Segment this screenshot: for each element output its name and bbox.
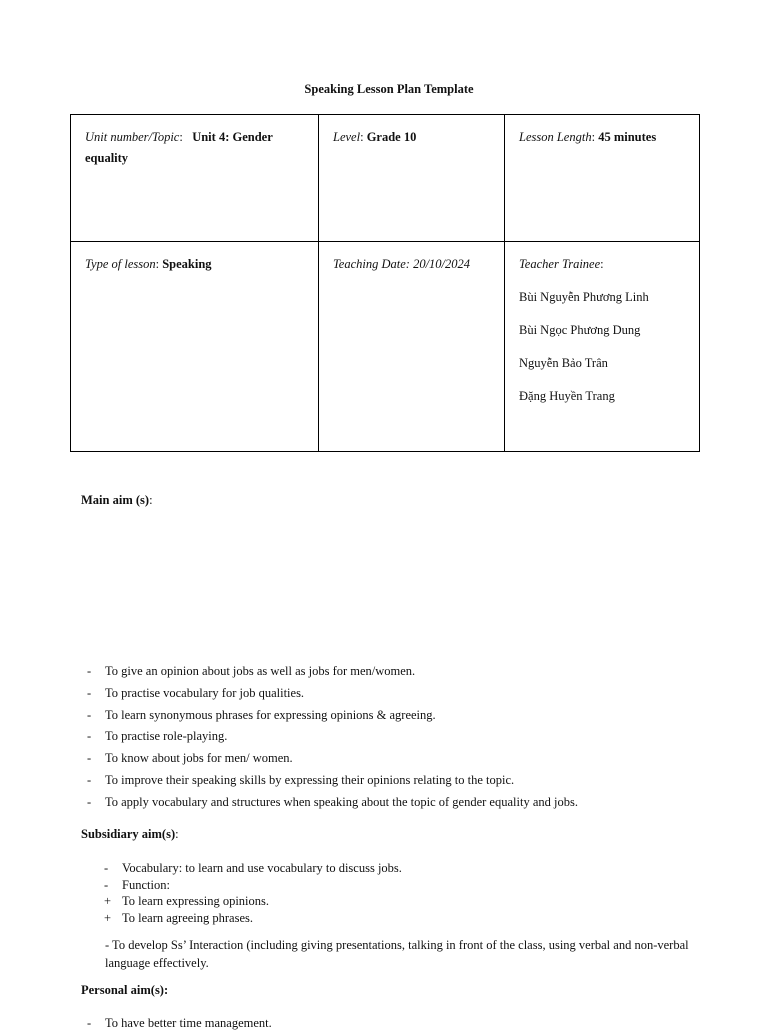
unit-topic-label: Unit number/Topic <box>85 130 180 144</box>
list-item-text: To learn synonymous phrases for expressing opinions & agreeing. <box>105 707 436 722</box>
teaching-date-cell <box>319 242 505 452</box>
list-item-text: To improve their speaking skills by expressing their opinions relating to the topic. <box>105 772 515 787</box>
lesson-length-cell <box>505 115 700 242</box>
teacher-trainee-cell <box>505 242 700 452</box>
list-item-text: To give an opinion about jobs as well as jobs for men/women. <box>105 664 416 678</box>
list-item <box>104 910 744 927</box>
teaching-date-text: Teaching Date: 20/10/2024 <box>333 257 471 271</box>
list-item-text: To know about jobs for men/ women. <box>105 751 293 766</box>
subsidiary-aim-heading-text: Subsidiary aim(s) <box>81 827 176 841</box>
lesson-length-colon: : <box>591 130 599 144</box>
level-value: Grade 10 <box>366 130 417 144</box>
lesson-type-cell <box>71 242 319 452</box>
main-aim-list <box>87 662 727 815</box>
lesson-info-table <box>70 114 700 452</box>
dash-bullet: - <box>87 707 92 722</box>
list-item <box>87 771 727 793</box>
list-item <box>87 684 727 706</box>
dash-bullet: - <box>87 729 92 744</box>
trainee-name: Đặng Huyền Trang <box>519 389 615 403</box>
list-item-text: To learn expressing opinions. <box>122 894 270 908</box>
list-item <box>87 706 727 728</box>
dash-bullet: - <box>87 751 92 766</box>
level-colon: : <box>360 130 367 144</box>
subsidiary-aim-list <box>104 860 744 926</box>
main-aim-heading <box>81 493 153 508</box>
list-marker: - <box>104 877 109 892</box>
unit-topic-value: Unit 4: Gender equality <box>85 130 273 165</box>
trainee-name: Nguyễn Bảo Trân <box>519 356 608 370</box>
list-item <box>87 749 727 771</box>
subsidiary-aim-heading-colon: : <box>175 827 179 841</box>
list-item <box>87 727 727 749</box>
list-item <box>104 877 744 894</box>
main-aim-heading-colon: : <box>149 493 153 507</box>
list-marker: + <box>104 910 112 925</box>
list-item-text: Function: <box>122 877 170 892</box>
lesson-type-value: Speaking <box>162 257 212 271</box>
info-row-2 <box>71 242 700 452</box>
list-item <box>104 893 744 910</box>
list-item-text: Vocabulary: to learn and use vocabulary to discuss jobs. <box>122 861 402 875</box>
personal-aim-heading: Personal aim(s): <box>81 983 169 997</box>
trainee-name: Bùi Nguyễn Phương Linh <box>519 290 649 304</box>
trainee-name: Bùi Ngọc Phương Dung <box>519 323 641 337</box>
main-aim-heading-text: Main aim (s) <box>81 493 150 507</box>
teacher-trainee-colon: : <box>600 257 604 271</box>
list-item-text: To learn agreeing phrases. <box>122 910 254 925</box>
list-item <box>104 860 744 877</box>
teacher-trainee-label: Teacher Trainee <box>519 257 601 271</box>
list-marker: + <box>104 894 112 908</box>
dash-bullet: - <box>87 664 92 678</box>
list-item <box>87 793 727 815</box>
info-row-1 <box>71 115 700 242</box>
lesson-type-colon: : <box>155 257 163 271</box>
lesson-length-value: 45 minutes <box>598 130 657 144</box>
list-item-text: To apply vocabulary and structures when speaking about the topic of gender equality and jobs. <box>105 794 578 809</box>
level-cell <box>319 115 505 242</box>
dash-bullet: - <box>87 685 92 700</box>
lesson-length-label: Lesson Length <box>519 130 592 144</box>
dash-bullet: - <box>87 772 92 787</box>
lesson-type-label: Type of lesson <box>85 257 156 271</box>
subsidiary-aim-heading <box>81 827 179 842</box>
page-title: Speaking Lesson Plan Template <box>304 82 474 96</box>
list-item <box>87 662 727 684</box>
level-label: Level <box>333 130 361 144</box>
list-item-text: To practise vocabulary for job qualities. <box>105 685 305 700</box>
list-item-text: To have better time management. <box>105 1016 272 1030</box>
list-item-text: To practise role-playing. <box>105 729 228 744</box>
dash-bullet: - <box>87 1016 92 1030</box>
dash-bullet: - <box>87 794 92 809</box>
list-marker: - <box>104 861 109 875</box>
unit-topic-colon: : <box>179 130 193 144</box>
interaction-paragraph: - To develop Ss’ Interaction (including giving presentations, talking in front of the class, using verbal and non-verbal language effectively. <box>105 938 689 970</box>
unit-topic-cell <box>71 115 319 242</box>
